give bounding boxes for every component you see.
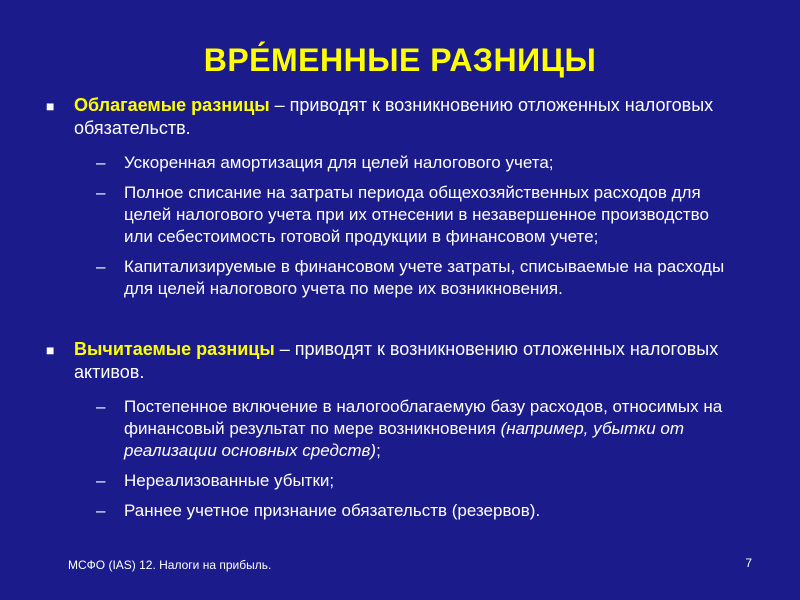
list-item — [96, 396, 736, 462]
slide-footer: МСФО (IAS) 12. Налоги на прибыль. — [68, 558, 272, 572]
dash-icon: – — [96, 257, 106, 276]
bullet-text — [74, 338, 726, 384]
bullet-lead: Вычитаемые разницы — [74, 339, 275, 359]
dash-icon: – — [96, 183, 106, 202]
bullet-marker-icon: ■ — [46, 98, 55, 114]
list-item — [96, 500, 736, 522]
list-item-text: Капитализируемые в финансовом учете затраты, списываемые на расходы для целей налогового учета по мере их возникновения. — [124, 257, 725, 298]
bullet-taxable-differences — [46, 94, 726, 140]
sub-list-taxable — [96, 152, 736, 308]
list-item — [96, 152, 736, 174]
page-number: 7 — [745, 556, 752, 570]
list-item-emphasis: (например, убытки от реализации основных средств) — [124, 419, 685, 460]
dash-icon: – — [96, 397, 106, 416]
bullet-rest: – приводят к возникновению отложенных налоговых активов. — [74, 339, 719, 382]
list-item-text: Нереализованные убытки; — [124, 471, 335, 490]
bullet-rest: – приводят к возникновению отложенных налоговых обязательств. — [74, 95, 714, 138]
sub-list-deductible — [96, 396, 736, 530]
list-item — [96, 470, 736, 492]
dash-icon: – — [96, 471, 106, 490]
dash-icon: – — [96, 153, 106, 172]
bullet-marker-icon: ■ — [46, 342, 55, 358]
bullet-lead: Облагаемые разницы — [74, 95, 270, 115]
dash-icon: – — [96, 501, 106, 520]
bullet-deductible-differences — [46, 338, 726, 384]
list-item-text: Постепенное включение в налогооблагаемую базу расходов, относимых на финансовый результат по мере возникновения — [124, 397, 723, 438]
list-item-tail: ; — [376, 441, 381, 460]
bullet-text — [74, 94, 726, 140]
list-item-text: Раннее учетное признание обязательств (резервов). — [124, 501, 541, 520]
list-item — [96, 256, 736, 300]
list-item — [96, 182, 736, 248]
list-item-text: Полное списание на затраты периода общехозяйственных расходов для целей налогового учета при их отнесении в незавершенное производство или себестоимость готовой продукции в финансовом учете; — [124, 183, 709, 246]
slide-title: ВРЕ́МЕННЫЕ РАЗНИЦЫ — [203, 42, 597, 78]
list-item-text: Ускоренная амортизация для целей налогового учета; — [124, 153, 554, 172]
